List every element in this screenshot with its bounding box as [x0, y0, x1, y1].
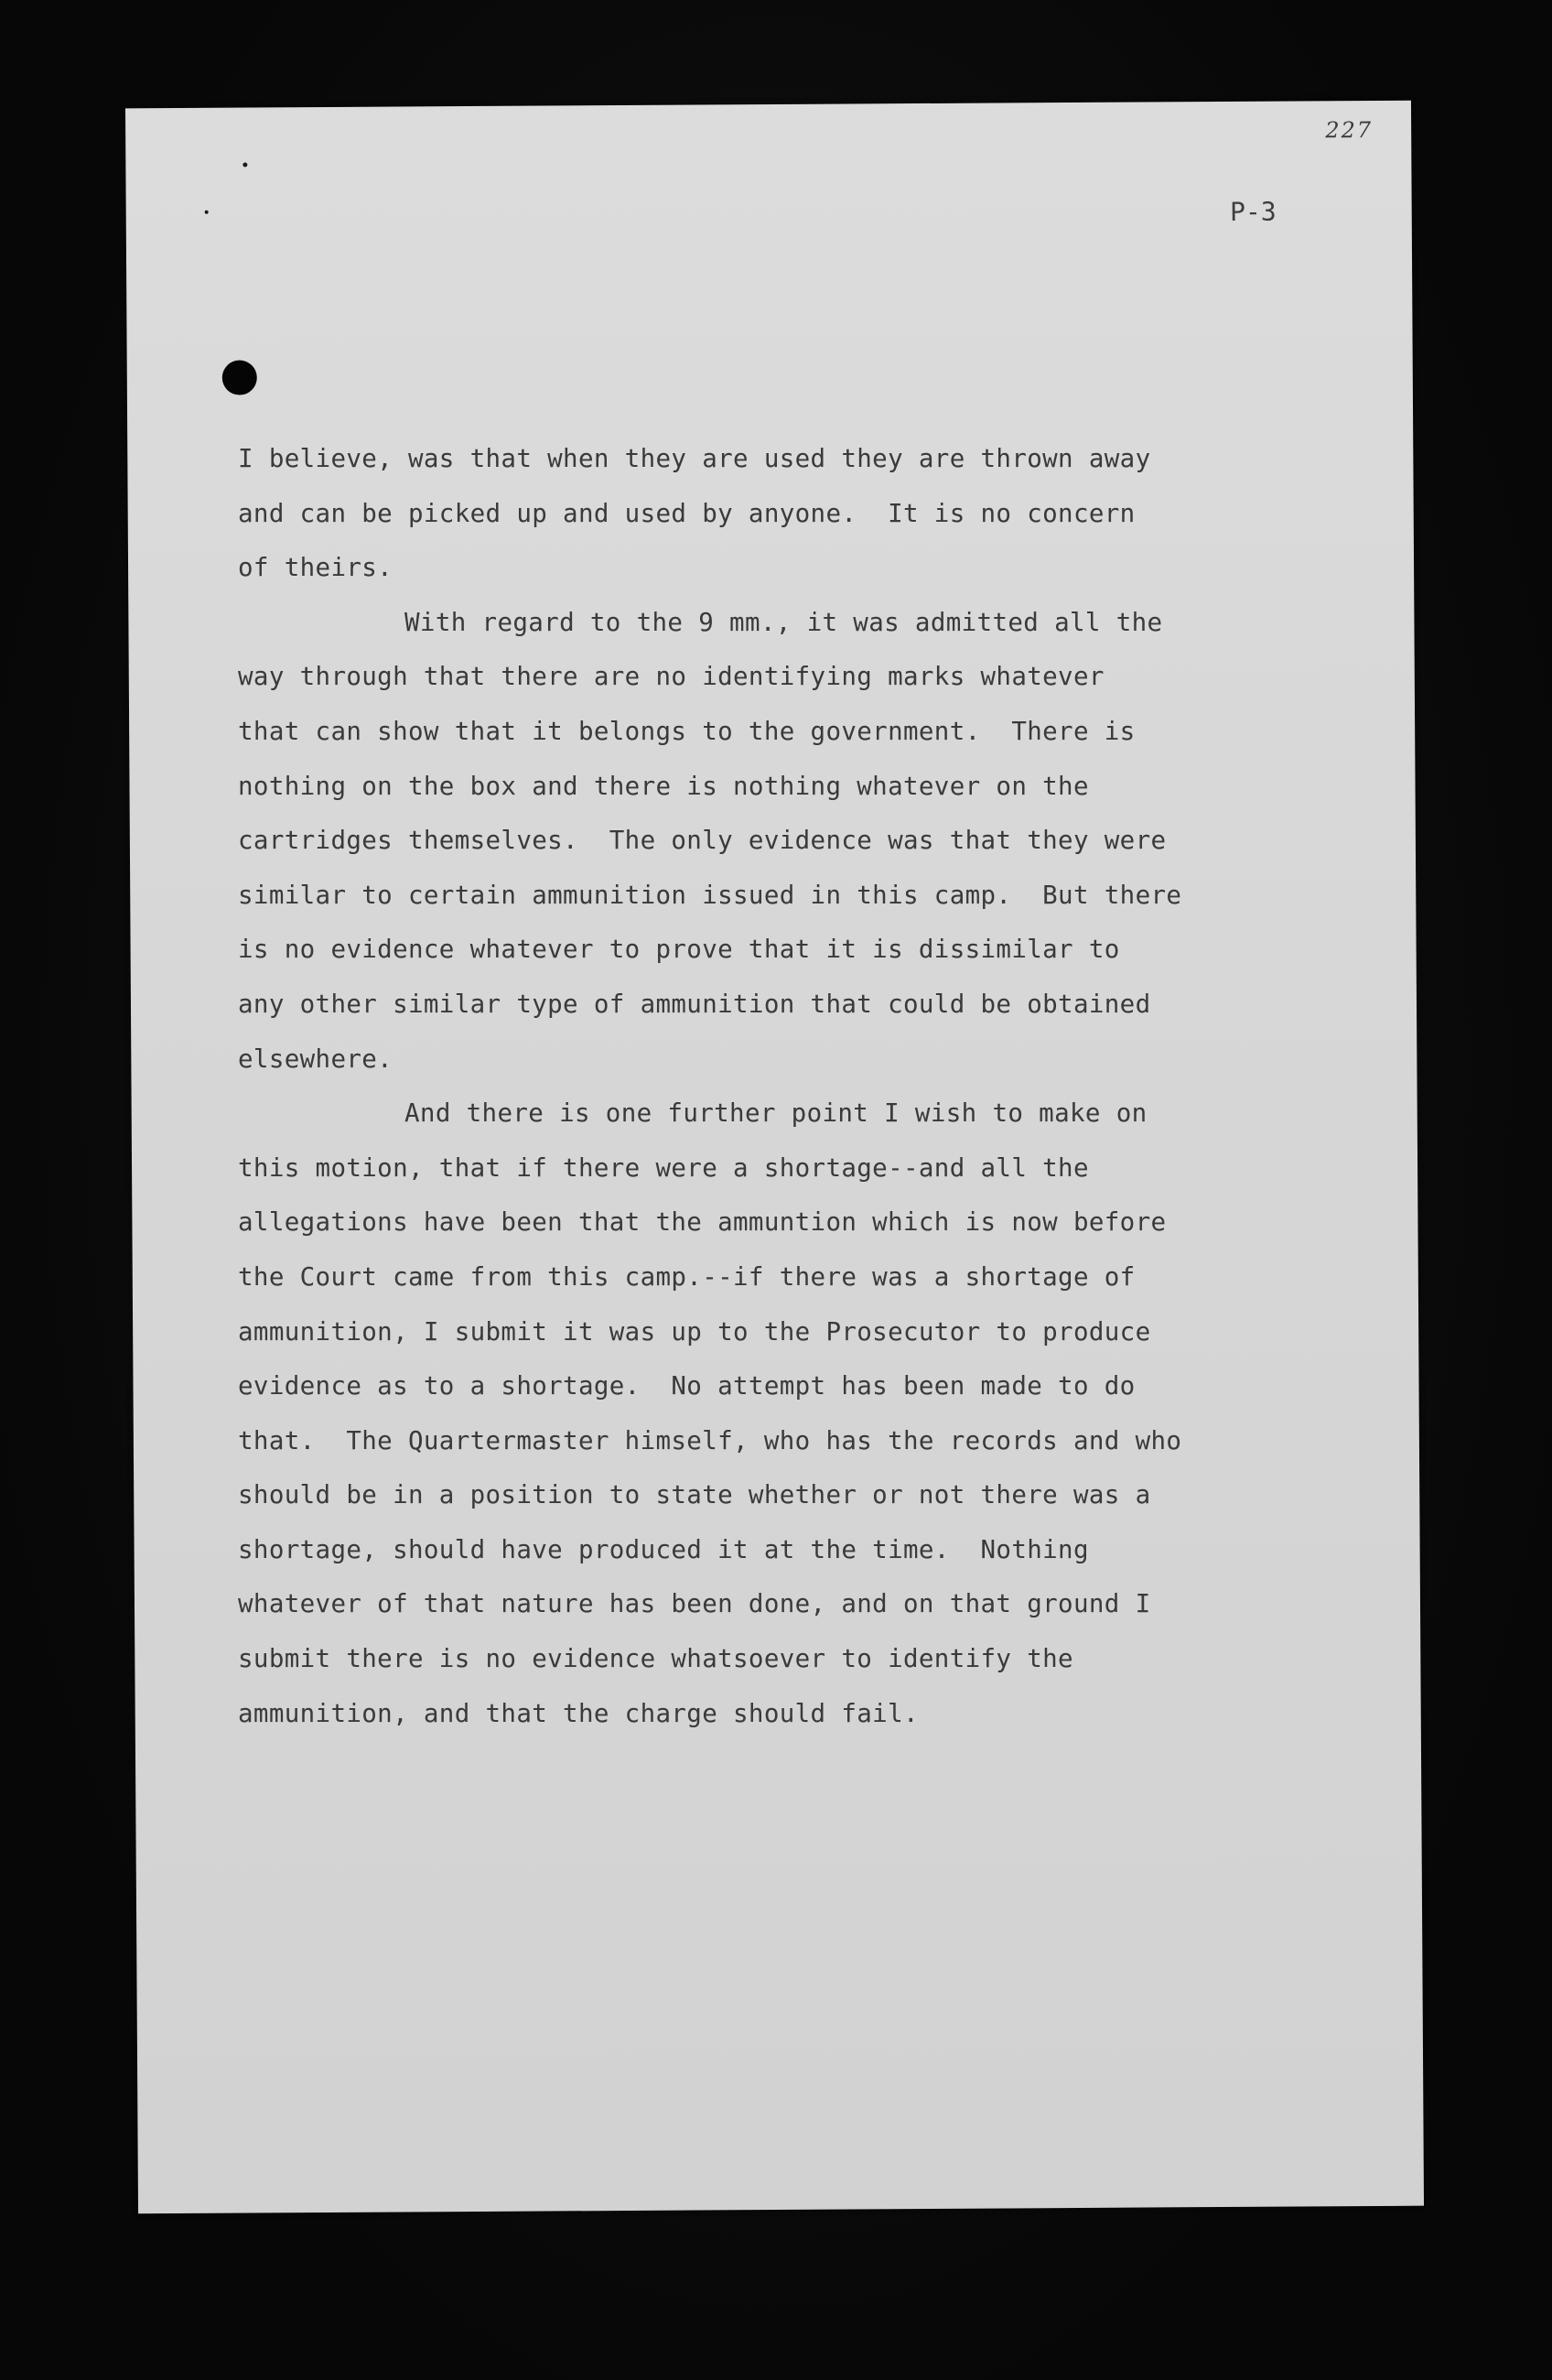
- text-line: nothing on the box and there is nothing whatever on the: [238, 771, 1089, 801]
- text-line: evidence as to a shortage. No attempt has been made to do: [238, 1371, 1136, 1401]
- page-label: P-3: [1230, 196, 1277, 227]
- text-line: With regard to the 9 mm., it was admitted all the: [404, 607, 1163, 637]
- text-line: and can be picked up and used by anyone. It is no concern: [238, 498, 1136, 528]
- paragraph: [238, 596, 1254, 1087]
- text-line: that. The Quartermaster himself, who has the records and who: [238, 1425, 1182, 1455]
- text-line: And there is one further point I wish to make on: [404, 1098, 1148, 1129]
- speck-mark: [205, 211, 209, 214]
- text-line: of theirs.: [238, 553, 393, 583]
- text-line: similar to certain ammunition issued in this camp. But there: [238, 880, 1182, 910]
- folio-number: 227: [1325, 116, 1374, 144]
- text-line: shortage, should have produced it at the time. Nothing: [238, 1534, 1089, 1564]
- text-line: whatever of that nature has been done, and on that ground I: [238, 1589, 1151, 1619]
- text-line: submit there is no evidence whatsoever to identify the: [238, 1644, 1073, 1674]
- text-line: should be in a position to state whether or not there was a: [238, 1480, 1151, 1510]
- text-line: that can show that it belongs to the government. There is: [238, 716, 1136, 746]
- text-line: is no evidence whatever to prove that it is dissimilar to: [238, 935, 1120, 965]
- text-line: cartridges themselves. The only evidence was that they were: [238, 826, 1167, 856]
- punch-hole: [222, 360, 257, 395]
- text-line: allegations have been that the ammuntion which is now before: [238, 1207, 1167, 1238]
- text-line: the Court came from this camp.--if there was a shortage of: [238, 1261, 1136, 1292]
- text-line: ammunition, I submit it was up to the Prosecutor to produce: [238, 1316, 1151, 1347]
- text-line: ammunition, and that the charge should fail.: [238, 1698, 919, 1728]
- text-line: way through that there are no identifying marks whatever: [238, 662, 1105, 692]
- text-line: elsewhere.: [238, 1044, 393, 1074]
- paragraph: [238, 432, 1254, 596]
- text-line: this motion, that if there were a shortage--and all the: [238, 1152, 1089, 1183]
- document-body: [238, 432, 1254, 1741]
- speck-mark: [242, 162, 247, 167]
- text-line: I believe, was that when they are used they are thrown away: [238, 444, 1151, 473]
- text-line: any other similar type of ammunition that could be obtained: [238, 989, 1151, 1019]
- paragraph: [238, 1087, 1254, 1741]
